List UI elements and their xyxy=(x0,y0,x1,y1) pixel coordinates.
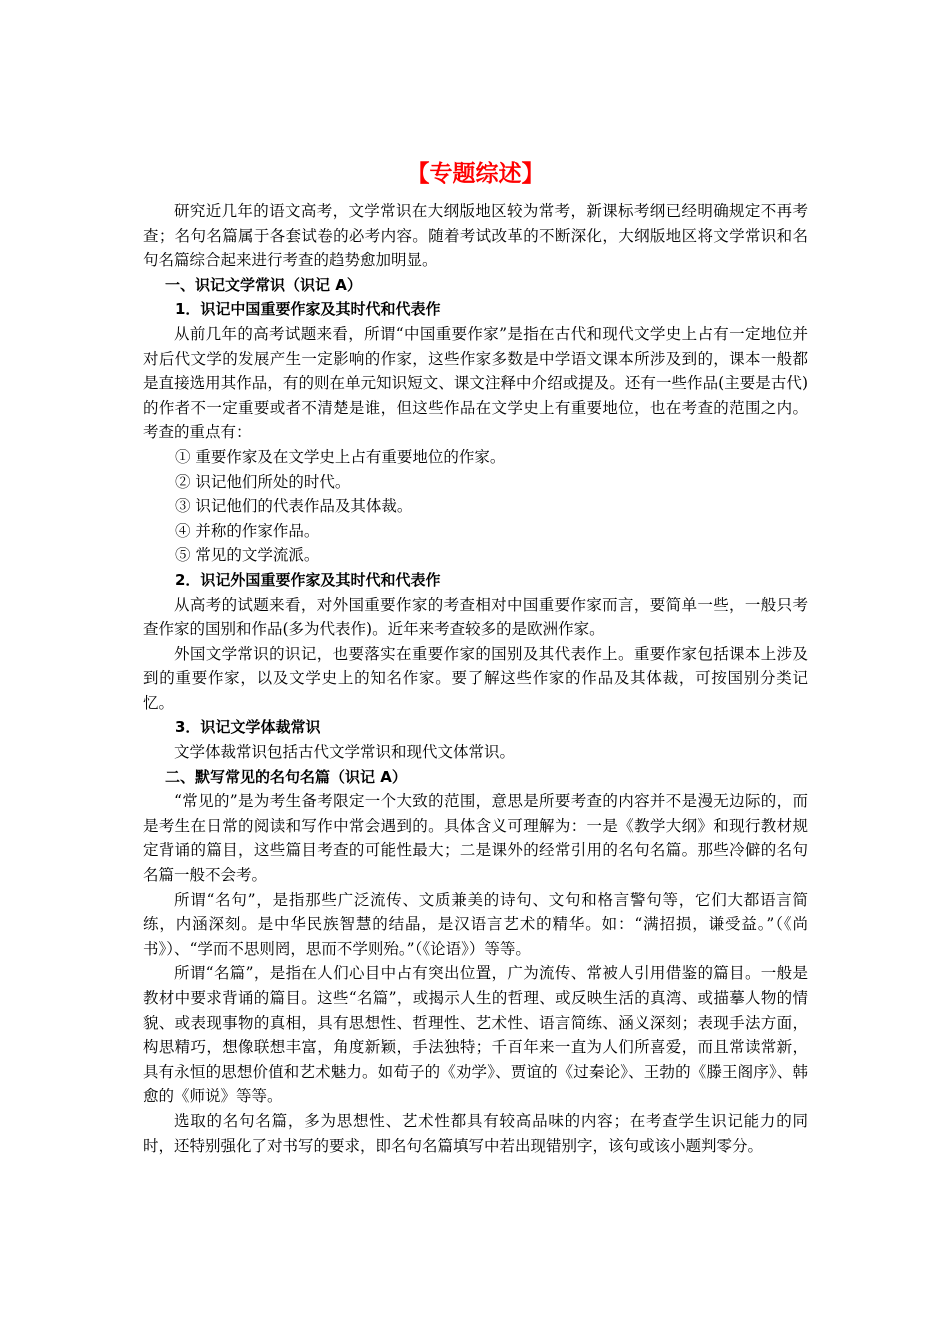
paragraph: 选取的名句名篇，多为思想性、艺术性都具有较高品味的内容；在考查学生识记能力的同时，还特别强化了对书写的要求，即名句名篇填写中若出现错别字，该句或该小题判零分。 xyxy=(143,1111,808,1155)
paragraph: 从高考的试题来看，对外国重要作家的考查相对中国重要作家而言，要简单一些，一般只考查作家的国别和作品(多为代表作)。近年来考查较多的是欧洲作家。 xyxy=(143,595,808,639)
subsection-heading: 3．识记文学体裁常识 xyxy=(175,718,321,737)
intro-paragraph: 研究近几年的语文高考，文学常识在大纲版地区较为常考，新课标考纲已经明确规定不再考查；名句名篇属于各套试卷的必考内容。随着考试改革的不断深化，大纲版地区将文学常识和名句名篇综合起来进行考查的趋势愈加明显。 xyxy=(143,202,808,270)
list-item: ① 重要作家及在文学史上占有重要地位的作家。 xyxy=(175,447,506,466)
paragraph: 所谓“名句”，是指那些广泛流传、文质兼美的诗句、文句和格言警句等，它们大都语言简练，内涵深刻。是中华民族智慧的结晶，是汉语言艺术的精华。如：“满招损，谦受益。”（《尚书》）、“学而不思则罔，思而不学则殆。”（《论语》）等等。 xyxy=(143,890,808,958)
paragraph: 文学体裁常识包括古代文学常识和现代文体常识。 xyxy=(174,743,516,762)
list-item: ④ 并称的作家作品。 xyxy=(175,521,320,540)
paragraph: 外国文学常识的识记，也要落实在重要作家的国别及其代表作上。重要作家包括课本上涉及到的重要作家，以及文学史上的知名作家。要了解这些作家的作品及其体裁，可按国别分类记忆。 xyxy=(143,644,808,712)
section-heading: 二、默写常见的名句名篇（识记 A） xyxy=(165,767,407,786)
subsection-heading: 1．识记中国重要作家及其时代和代表作 xyxy=(175,300,441,319)
list-item: ② 识记他们所处的时代。 xyxy=(175,472,351,491)
section-heading: 一、识记文学常识（识记 A） xyxy=(165,275,362,294)
subsection-heading: 2．识记外国重要作家及其时代和代表作 xyxy=(175,570,441,589)
paragraph: 所谓“名篇”，是指在人们心目中占有突出位置，广为流传、常被人引用借鉴的篇目。一般是教材中要求背诵的篇目。这些“名篇”，或揭示人生的哲理、或反映生活的真湾、或描摹人物的情貌、或表现事物的真相，具有思想性、哲理性、艺术性、语言简练、涵义深刻；表现手法方面，构思精巧，想像联想丰富，角度新颖，手法独特；千百年来一直为人们所喜爱，而且常读常新，具有永恒的思想价值和艺术魅力。如荀子的《劝学》、贾谊的《过秦论》、王勃的《滕王阁序》、韩愈的《师说》等等。 xyxy=(143,964,808,1106)
page-title: 【专题综述】 xyxy=(406,161,545,187)
paragraph: “常见的”是为考生备考限定一个大致的范围，意思是所要考查的内容并不是漫无边际的，而是考生在日常的阅读和写作中常会遇到的。具体含义可理解为：一是《教学大纲》和现行教材规定背诵的篇目，这些篇目考查的可能性最大；二是课外的经常引用的名句名篇。那些冷僻的名句名篇一般不会考。 xyxy=(143,792,808,885)
paragraph: 从前几年的高考试题来看，所谓“中国重要作家”是指在古代和现代文学史上占有一定地位并对后代文学的发展产生一定影响的作家，这些作家多数是中学语文课本所涉及到的，课本一般都是直接选用其作品，有的则在单元知识短文、课文注释中介绍或提及。还有一些作品(主要是古代)的作者不一定重要或者不清楚是谁，但这些作品在文学史上有重要地位，也在考查的范围之内。考查的重点有： xyxy=(143,324,808,442)
list-item: ⑤ 常见的文学流派。 xyxy=(175,546,320,565)
list-item: ③ 识记他们的代表作品及其体裁。 xyxy=(175,497,413,516)
document-body xyxy=(143,157,808,1158)
